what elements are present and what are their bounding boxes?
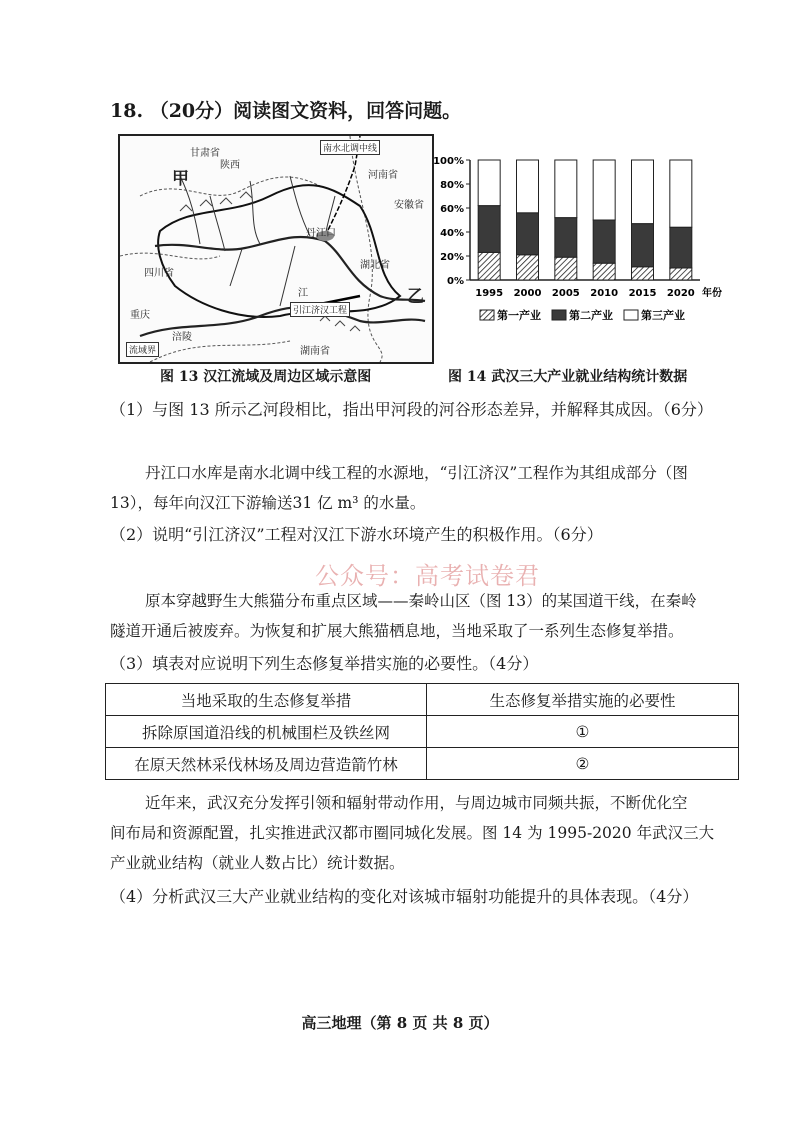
map-figure xyxy=(118,134,434,364)
table-cell-blank: ② xyxy=(427,748,739,780)
x-tick-label: 2010 xyxy=(590,288,619,299)
x-tick-label: 2000 xyxy=(513,288,542,299)
paragraph-3-line-3: 产业就业结构（就业人数占比）统计数据。 xyxy=(110,854,405,872)
sub-question-3: （3）填表对应说明下列生态修复举措实施的必要性。（4分） xyxy=(110,654,539,673)
table-cell: 拆除原国道沿线的机械围栏及铁丝网 xyxy=(106,716,427,748)
ecological-measures-table xyxy=(105,683,739,780)
bar-segment xyxy=(670,227,692,268)
paragraph-1-line-2: 13），每年向汉江下游输送31 亿 m³ 的水量。 xyxy=(110,494,426,512)
bar-segment xyxy=(632,224,654,267)
sub-question-1: （1）与图 13 所示乙河段相比，指出甲河段的河谷形态差异，并解释其成因。（6分） xyxy=(110,400,713,419)
bar-segment xyxy=(555,160,577,218)
tributary xyxy=(280,246,295,306)
question-header xyxy=(110,96,461,123)
table-header-row xyxy=(106,684,739,716)
x-tick-label: 1995 xyxy=(475,288,504,299)
bar-segment xyxy=(593,160,615,220)
y-tick-label: 80% xyxy=(440,180,464,191)
table-row xyxy=(106,748,739,780)
bar-segment xyxy=(517,255,539,280)
y-tick-label: 20% xyxy=(440,252,464,263)
table-cell: 在原天然林采伐林场及周边营造箭竹林 xyxy=(106,748,427,780)
paragraph-3-line-1: 近年来，武汉充分发挥引领和辐射带动作用，与周边城市同频共振，不断优化空 xyxy=(145,794,688,812)
map-label-jiang: 江 xyxy=(298,288,308,299)
bar-segment xyxy=(632,160,654,224)
bar-segment xyxy=(555,218,577,258)
bar-segment xyxy=(593,263,615,280)
tributary xyxy=(210,196,225,251)
bar-segment xyxy=(478,206,500,253)
y-tick-label: 100% xyxy=(433,156,464,167)
map-legend-box: 南水北调中线 xyxy=(320,140,380,155)
table-cell-blank: ① xyxy=(427,716,739,748)
question-number: 18. xyxy=(110,100,144,122)
bar-segment xyxy=(478,160,500,206)
tributary xyxy=(230,249,242,286)
paragraph-1-line-1: 丹江口水库是南水北调中线工程的水源地，“引江济汉”工程作为其组成部分（图 xyxy=(145,464,688,482)
table-row xyxy=(106,716,739,748)
map-label-jia: 甲 xyxy=(172,169,189,189)
bar-segment xyxy=(517,160,539,213)
bar-segment xyxy=(593,220,615,263)
map-legend-bottom: 流域界 xyxy=(126,342,159,357)
map-label-hunan: 湖南省 xyxy=(300,346,330,357)
paragraph-2-line-1: 原本穿越野生大熊猫分布重点区域——秦岭山区（图 13）的某国道干线，在秦岭 xyxy=(145,592,697,610)
map-label-yinjiang: 引江济汉工程 xyxy=(290,302,350,317)
table-header-cell: 当地采取的生态修复举措 xyxy=(106,684,427,716)
map-label-anhui: 安徽省 xyxy=(394,200,424,211)
y-tick-label: 60% xyxy=(440,204,464,215)
legend-swatch xyxy=(552,310,566,320)
map-label-danjiangkou: 丹江口 xyxy=(306,228,336,239)
page-footer: 高三地理（第 8 页 共 8 页） xyxy=(301,1014,499,1032)
sub-question-2: （2）说明“引江济汉”工程对汉江下游水环境产生的积极作用。（6分） xyxy=(110,525,603,544)
map-label-shaanxi: 陕西 xyxy=(220,160,240,171)
watermark: 公众号：高考试卷君 xyxy=(315,562,540,590)
map-label-fuling: 涪陵 xyxy=(172,332,192,343)
chart-caption: 图 14 武汉三大产业就业结构统计数据 xyxy=(448,369,688,385)
map-label-hubei: 湖北省 xyxy=(360,260,390,271)
legend-swatch xyxy=(624,310,638,320)
x-tick-label: 2005 xyxy=(551,288,580,299)
map-label-sichuan: 四川省 xyxy=(144,268,174,279)
paragraph-3-line-2: 间布局和资源配置，扎实推进武汉都市圈同城化发展。图 14 为 1995-2020 年武汉三大 xyxy=(110,824,715,842)
x-tick-label: 2020 xyxy=(666,288,695,299)
map-label-gansu: 甘肃省 xyxy=(190,148,220,159)
y-tick-label: 0% xyxy=(447,276,464,287)
bar-segment xyxy=(555,257,577,280)
legend-label: 第三产业 xyxy=(641,309,685,322)
province-border xyxy=(150,341,290,362)
bar-segment xyxy=(670,160,692,227)
paragraph-2-line-2: 隧道开通后被废弃。为恢复和扩展大熊猫栖息地，当地采取了一系列生态修复举措。 xyxy=(110,622,684,640)
map-label-henan: 河南省 xyxy=(368,170,398,181)
legend-swatch xyxy=(480,310,494,320)
x-tick-label: 2015 xyxy=(628,288,657,299)
question-title: （20分）阅读图文资料，回答问题。 xyxy=(149,100,462,122)
map-label-yi: 乙 xyxy=(407,287,424,307)
tributary xyxy=(250,181,260,244)
province-border xyxy=(120,253,220,259)
map-label-chongqing: 重庆 xyxy=(130,310,150,321)
sub-question-4: （4）分析武汉三大产业就业结构的变化对该城市辐射功能提升的具体表现。（4分） xyxy=(110,887,699,906)
employment-structure-chart xyxy=(432,150,732,340)
bar-segment xyxy=(517,213,539,255)
bar-segment xyxy=(478,252,500,280)
legend-label: 第一产业 xyxy=(497,309,541,322)
map-caption: 图 13 汉江流域及周边区域示意图 xyxy=(160,369,372,385)
table-header-cell: 生态修复举措实施的必要性 xyxy=(427,684,739,716)
bar-segment xyxy=(632,267,654,280)
y-tick-label: 40% xyxy=(440,228,464,239)
bar-segment xyxy=(670,268,692,280)
basin-boundary xyxy=(158,185,400,317)
legend-label: 第二产业 xyxy=(569,309,613,322)
x-axis-unit: 年份 xyxy=(702,288,722,299)
